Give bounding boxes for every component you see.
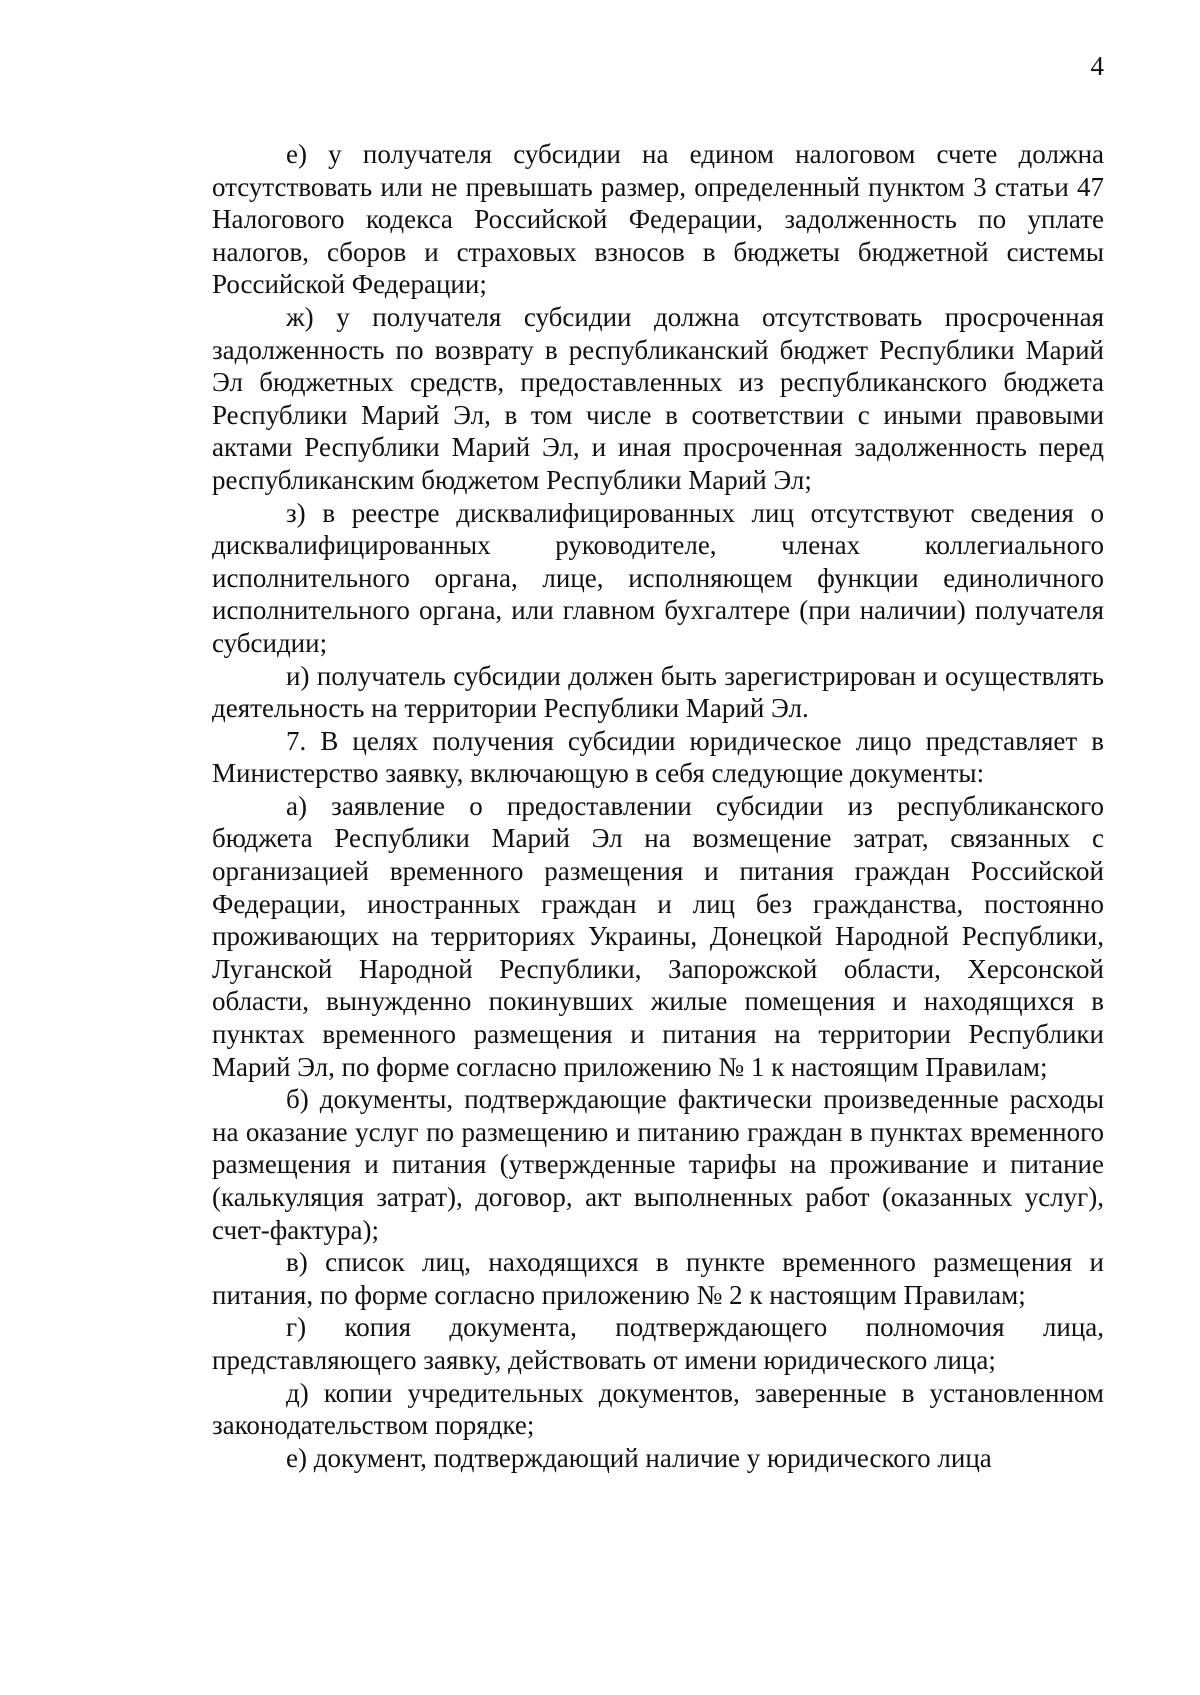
- document-body: [212, 138, 1104, 1474]
- paragraph-item-7-application: 7. В целях получения субсидии юридическое лицо представляет в Министерство заявку, включающую в себя следующие документы:: [212, 725, 1104, 789]
- paragraph-subitem-g-authority-copy: г) копия документа, подтверждающего полномочия лица, представляющего заявку, действовать от имени юридического лица;: [212, 1312, 1104, 1375]
- paragraph-subitem-b-expense-documents: б) документы, подтверждающие фактически произведенные расходы на оказание услуг по размещению и питанию граждан в пунктах временного размещения и питания (утвержденные тарифы на проживание и питание (калькуляция затрат), договор, акт выполненных работ (оказанных услуг), счет-фактура);: [212, 1084, 1104, 1245]
- page-number: 4: [1090, 51, 1104, 81]
- paragraph-subitem-v-list-of-persons: в) список лиц, находящихся в пункте временного размещения и питания, по форме согласно приложению № 2 к настоящим Правилам;: [212, 1247, 1104, 1310]
- paragraph-subitem-z-disqualified-registry: з) в реестре дисквалифицированных лиц отсутствуют сведения о дисквалифицированных руководителе, членах коллегиального исполнительного органа, лице, исполняющем функции единоличного исполнительного органа, или главном бухгалтере (при наличии) получателя субсидии;: [212, 497, 1104, 658]
- paragraph-subitem-d-founding-documents: д) копии учредительных документов, заверенные в установленном законодательством порядке;: [212, 1377, 1104, 1441]
- paragraph-subitem-a-statement: а) заявление о предоставлении субсидии из республиканского бюджета Республики Марий Эл на возмещение затрат, связанных с организацией временного размещения и питания граждан Российской Федерации, иностранных граждан и лиц без гражданства, постоянно проживающих на территориях Украины, Донецкой Народной Республики, Луганской Народной Республики, Запорожской области, Херсонской области, вынужденно покинувших жилые помещения и находящихся в пунктах временного размещения и питания на территории Республики Марий Эл, по форме согласно приложению № 1 к настоящим Правилам;: [212, 790, 1104, 1082]
- paragraph-subitem-e-document: е) документ, подтверждающий наличие у юридического лица: [286, 1442, 992, 1473]
- paragraph-subitem-i-registration: и) получатель субсидии должен быть зарегистрирован и осуществлять деятельность на территории Республики Марий Эл.: [212, 660, 1104, 724]
- paragraph-subitem-e-tax-debt: е) у получателя субсидии на едином налоговом счете должна отсутствовать или не превышать размер, определенный пунктом 3 статьи 47 Налогового кодекса Российской Федерации, задолженность по уплате налогов, сборов и страховых взносов в бюджеты бюджетной системы Российской Федерации;: [212, 139, 1104, 300]
- paragraph-subitem-zh-budget-debt: ж) у получателя субсидии должна отсутствовать просроченная задолженность по возврату в республиканский бюджет Республики Марий Эл бюджетных средств, предоставленных из республиканского бюджета Республики Марий Эл, в том числе в соответствии с иными правовыми актами Республики Марий Эл, и иная просроченная задолженность перед республиканским бюджетом Республики Марий Эл;: [212, 301, 1104, 495]
